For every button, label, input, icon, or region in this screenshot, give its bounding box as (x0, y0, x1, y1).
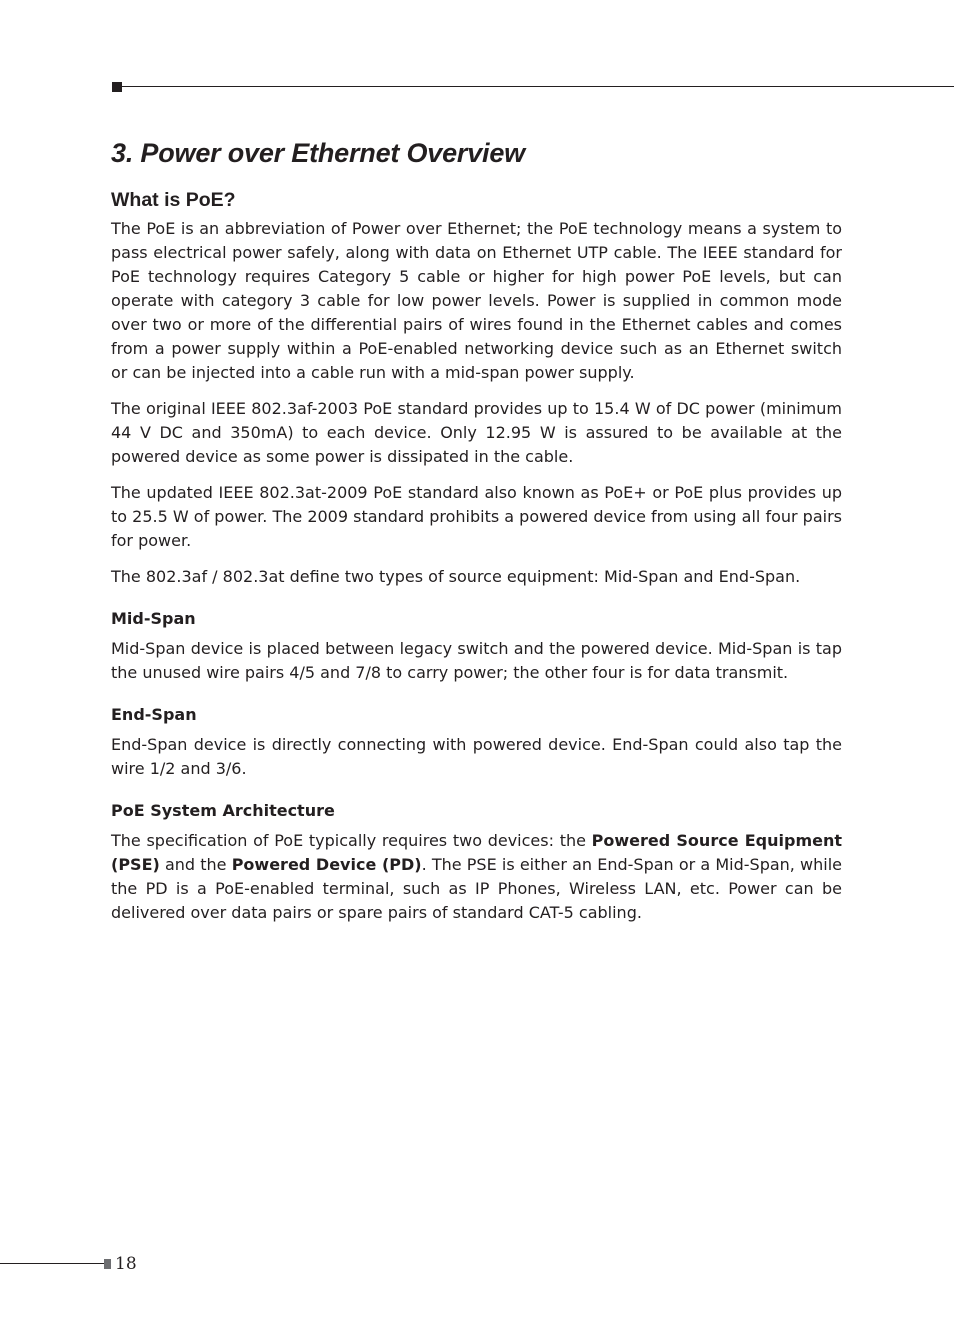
footer-rule-line (0, 1263, 104, 1264)
header-rule (112, 82, 954, 92)
architecture-bold-pse: Powered Source Equipment (PSE) (111, 831, 843, 874)
architecture-bold-pd: Powered Device (PD) (231, 855, 422, 874)
architecture-text-1: The specification of PoE typically requires two devices: the (111, 831, 592, 850)
what-is-poe-paragraph-3: The updated IEEE 802.3at-2009 PoE standard also known as PoE+ or PoE plus provides up to 25.5 W of power. The 2009 standard prohibits a powered device from using all four pairs for power. (111, 483, 842, 550)
architecture-paragraph (111, 829, 842, 925)
what-is-poe-paragraph-1: The PoE is an abbreviation of Power over Ethernet; the PoE technology means a system to pass electrical power safely, along with data on Ethernet UTP cable. The IEEE standard for PoE technology requires Category 5 cable or higher for high power PoE levels, but can operate with category 3 cable for low power levels. Power is supplied in common mode over two or more of the differential pairs of wires found in the Ethernet cables and comes from a power supply within a PoE-enabled networking device such as an Ethernet switch or can be injected into a cable run with a mid-span power supply. (111, 219, 842, 382)
what-is-poe-paragraph-2: The original IEEE 802.3af-2003 PoE standard provides up to 15.4 W of DC power (minimum 44 V DC and 350mA) to each device. Only 12.95 W is assured to be available at the powered device as some power is dissipated in the cable. (111, 399, 842, 466)
header-rule-square (112, 82, 122, 92)
mid-span-paragraph: Mid-Span device is placed between legacy switch and the powered device. Mid-Span is tap the unused wire pairs 4/5 and 7/8 to carry power; the other four is for data transmit. (111, 639, 842, 682)
section-heading-what-is-poe: What is PoE? (111, 189, 236, 211)
section-heading-mid-span: Mid-Span (111, 609, 196, 628)
architecture-text-2: and the (159, 855, 232, 874)
footer-rule-marker (104, 1259, 111, 1269)
section-heading-architecture: PoE System Architecture (111, 801, 335, 820)
section-heading-end-span: End-Span (111, 705, 197, 724)
what-is-poe-paragraph-4: The 802.3af / 802.3at define two types of source equipment: Mid-Span and End-Span. (111, 567, 801, 586)
page-footer (0, 1254, 160, 1274)
page-title: 3. Power over Ethernet Overview (111, 138, 525, 168)
page-number: 18 (115, 1254, 137, 1274)
end-span-paragraph: End-Span device is directly connecting with powered device. End-Span could also tap the wire 1/2 and 3/6. (111, 735, 842, 778)
page-content (111, 136, 842, 937)
architecture-text-3: . The PSE is either an End-Span or a Mid-Span, while the PD is a PoE-enabled terminal, such as IP Phones, Wireless LAN, etc. Power can be delivered over data pairs or spare pairs of standard CAT-5 cabling. (111, 855, 843, 922)
header-rule-line (122, 86, 954, 87)
